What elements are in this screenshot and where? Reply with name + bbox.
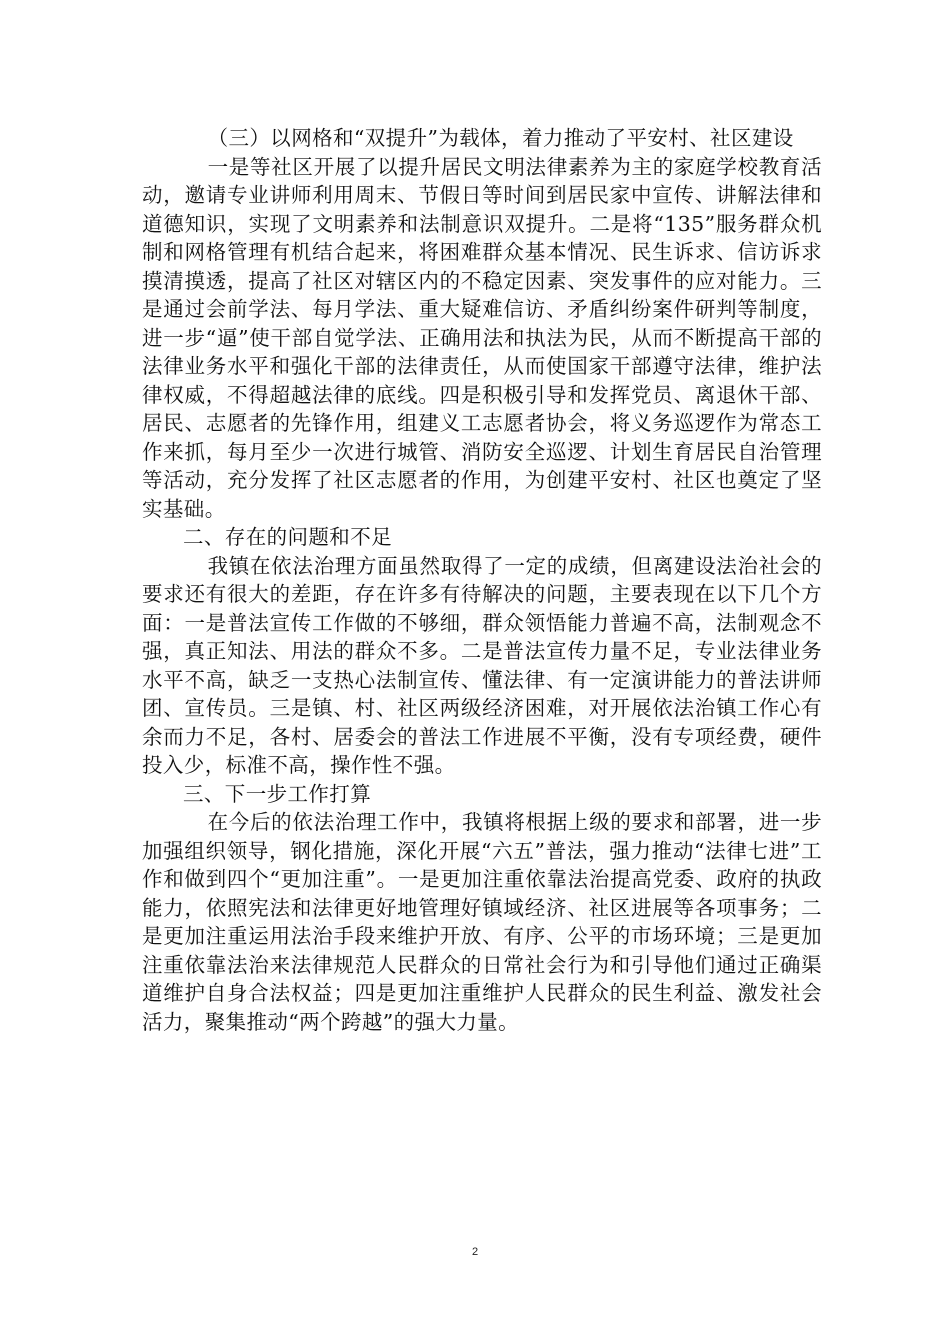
paragraph-community-measures: 一是等社区开展了以提升居民文明法律素养为主的家庭学校教育活动，邀请专业讲师利用周末、节假日等时间到居民家中宣传、讲解法律和道德知识，实现了文明素养和法制意识双提升。二是将“135”服务群众机制和网格管理有机结合起来，将困难群众基本情况、民生诉求、信访诉求摸清摸透，提高了社区对辖区内的不稳定因素、突发事件的应对能力。三是通过会前学法、每月学法、重大疑难信访、矛盾纠纷案件研判等制度，进一步“逼”使干部自觉学法、正确用法和执法为民，从而不断提高干部的法律业务水平和强化干部的法律责任，从而使国家干部遵守法律，维护法律权威，不得超越法律的底线。四是积极引导和发挥党员、离退休干部、居民、志愿者的先锋作用，组建义工志愿者协会，将义务巡逻作为常态工作来抓，每月至少一次进行城管、消防安全巡逻、计划生育居民自治管理等活动，充分发挥了社区志愿者的作用，为创建平安村、社区也奠定了坚实基础。 xyxy=(142,154,822,521)
paragraph-problems: 我镇在依法治理方面虽然取得了一定的成绩，但离建设法治社会的要求还有很大的差距，存在许多有待解决的问题，主要表现在以下几个方面：一是普法宣传工作做的不够细，群众领悟能力普遍不高，法制观念不强，真正知法、用法的群众不多。二是普法宣传力量不足，专业法律业务水平不高，缺乏一支热心法制宣传、懂法律、有一定演讲能力的普法讲师团、宣传员。三是镇、村、社区两级经济困难，对开展依法治镇工作心有余而力不足，各村、居委会的普法工作进展不平衡，没有专项经费，硬件投入少，标准不高，操作性不强。 xyxy=(142,553,822,777)
heading-next-steps: 三、下一步工作打算 xyxy=(183,781,372,806)
heading-problems: 二、存在的问题和不足 xyxy=(183,525,392,549)
document-body xyxy=(142,124,822,1036)
paragraph-next-steps: 在今后的依法治理工作中，我镇将根据上级的要求和部署，进一步加强组织领导，钢化措施，深化开展“六五”普法，强力推动“法律七进”工作和做到四个“更加注重”。一是更加注重依靠法治提高党委、政府的执政能力，依照宪法和法律更好地管理好镇域经济、社区进展等各项事务；二是更加注重运用法治手段来维护开放、有序、公平的市场环境；三是更加注重依靠法治来法律规范人民群众的日常社会行为和引导他们通过正确渠道维护自身合法权益；四是更加注重维护人民群众的民生利益、激发社会活力，聚集推动“两个跨越”的强大力量。 xyxy=(142,810,822,1034)
section-title-grid-double-upgrade: （三）以网格和“双提升”为载体，着力推动了平安村、社区建设 xyxy=(207,126,794,150)
page-number: 2 xyxy=(471,1246,479,1258)
